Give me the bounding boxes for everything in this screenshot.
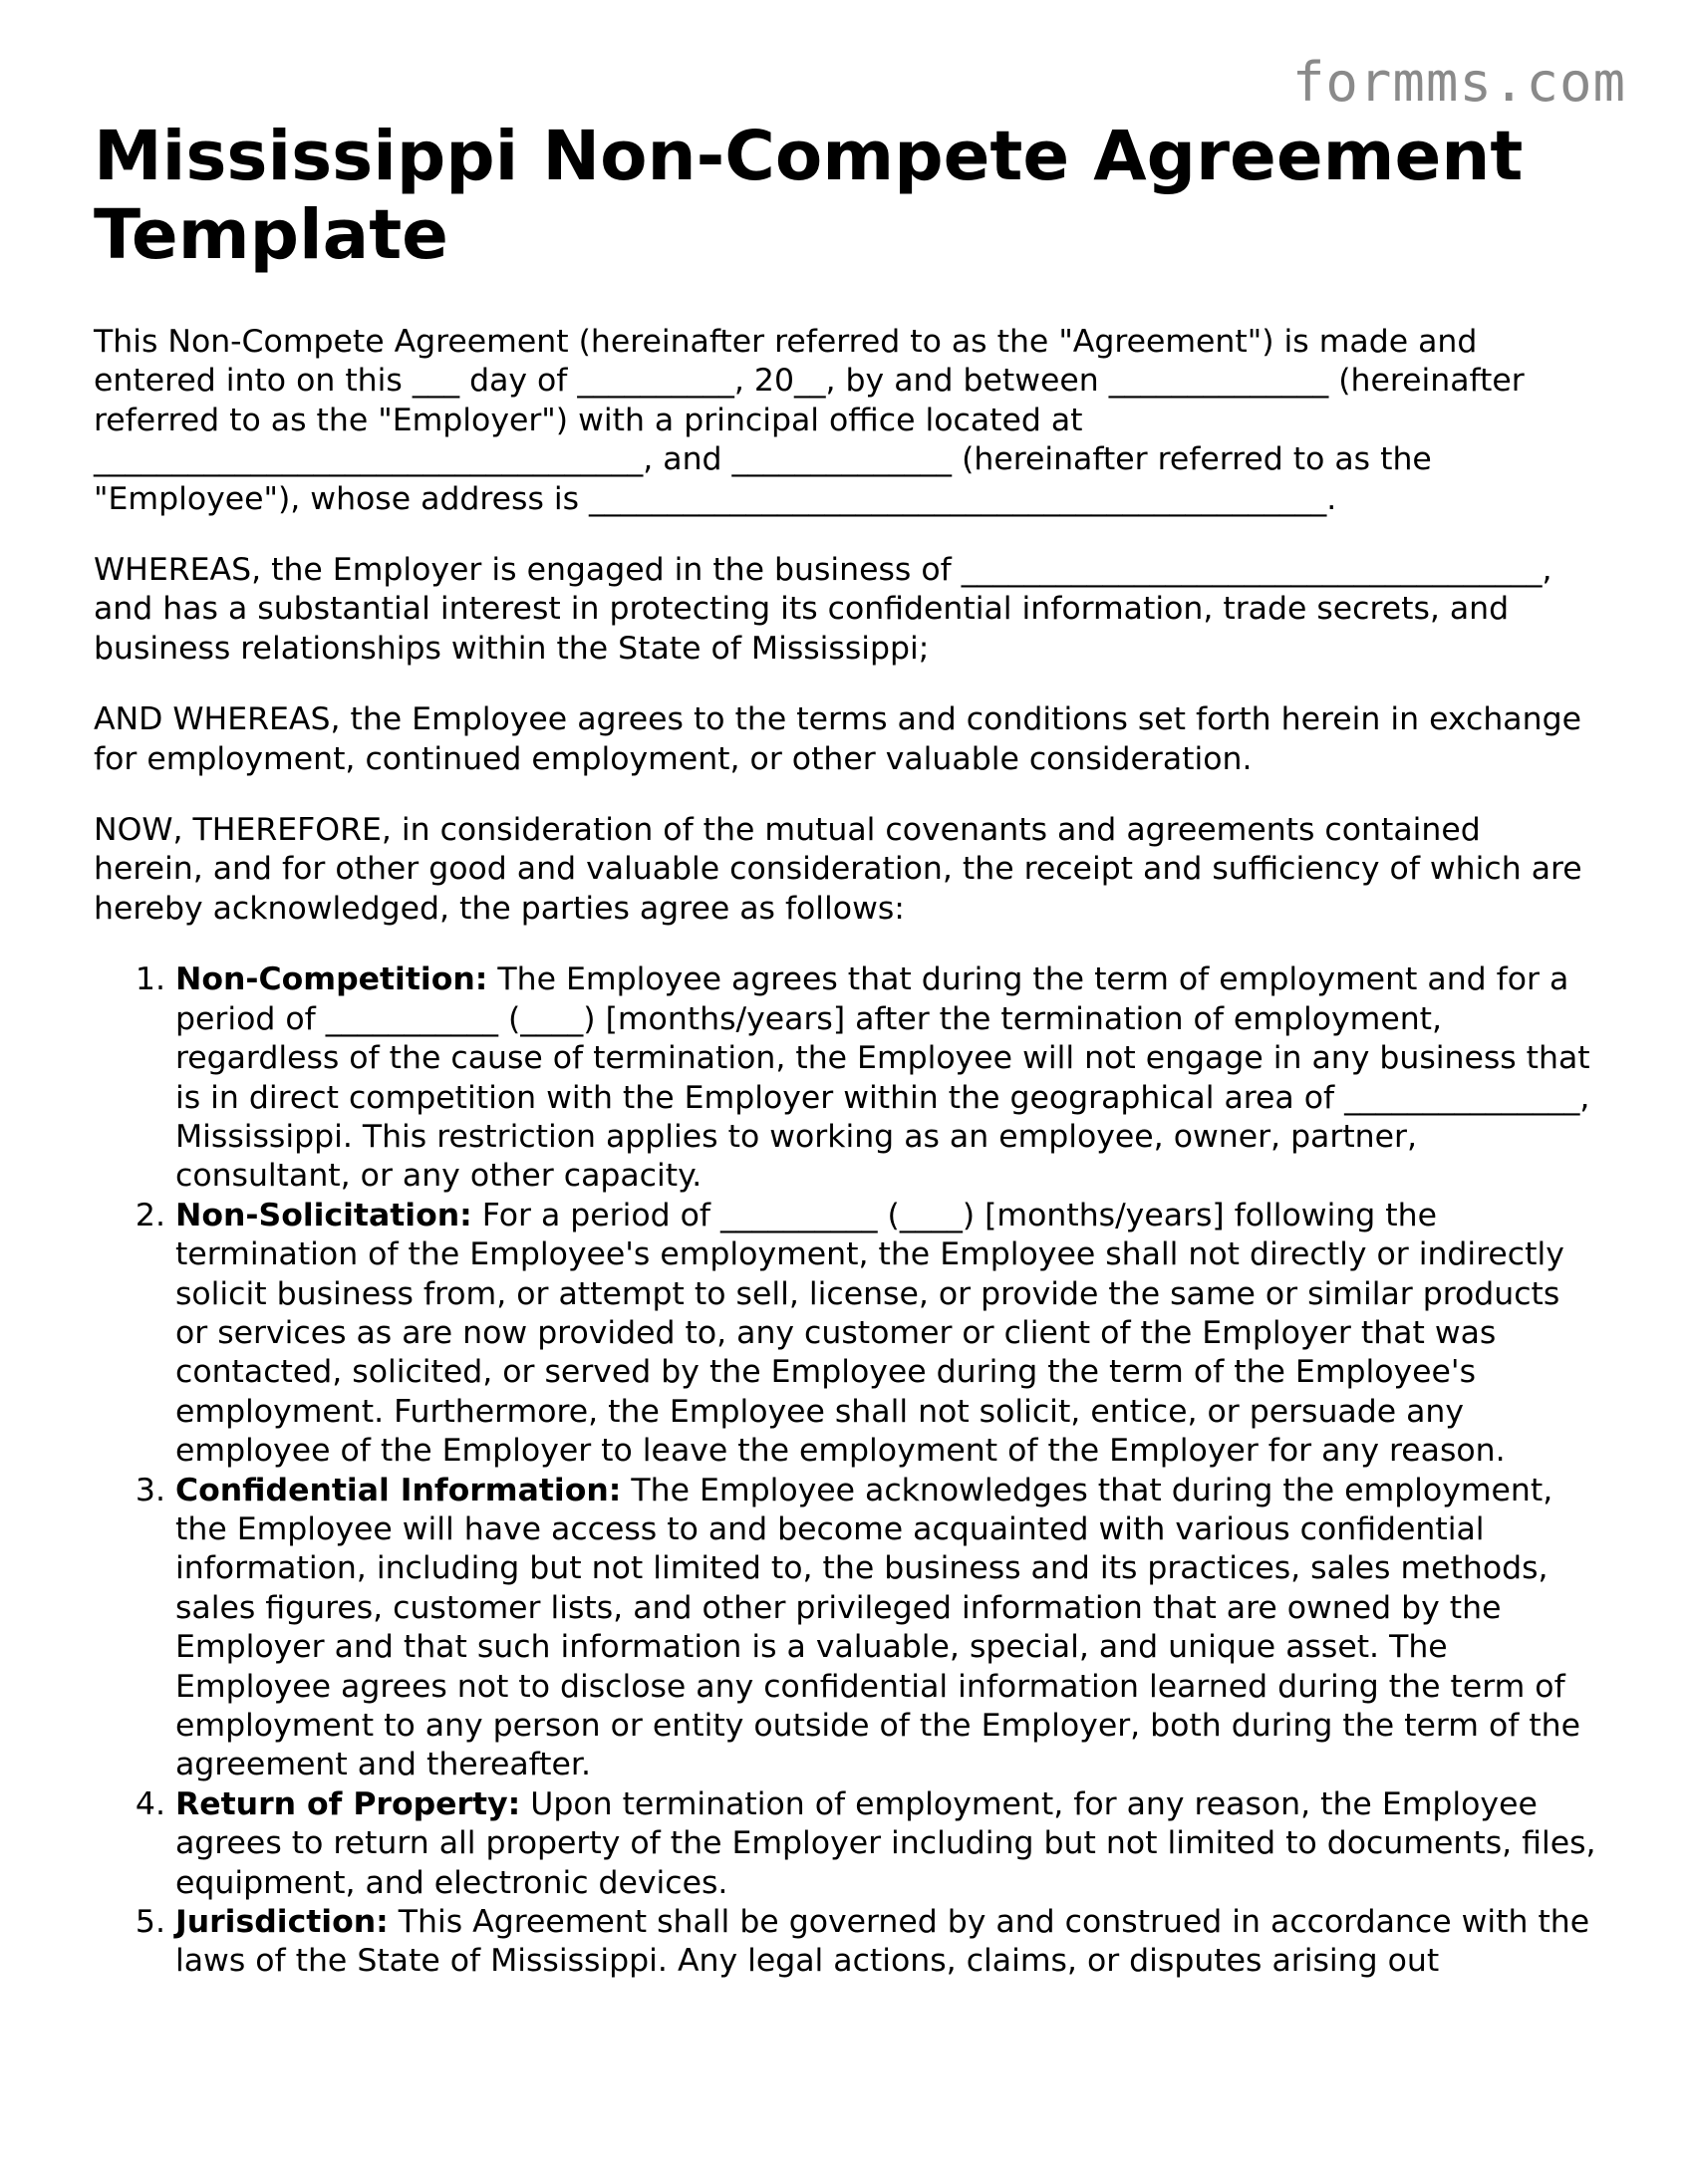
and-whereas-paragraph: AND WHEREAS, the Employee agrees to the terms and conditions set forth herein in exchange for employment, continued employment, or other valuable consideration. bbox=[94, 701, 1581, 777]
clause-list bbox=[94, 960, 1598, 1982]
clause-item-non-solicitation bbox=[175, 1197, 1598, 1472]
clause-title: Non-Solicitation: bbox=[175, 1197, 472, 1233]
clause-text: Upon termination of employment, for any reason, the Employee agrees to return all property of the Employer including but not limited to documents, files, equipment, and electronic devices. bbox=[175, 1785, 1596, 1901]
clause-item-return-of-property bbox=[175, 1785, 1598, 1903]
clause-text: This Agreement shall be governed by and construed in accordance with the laws of the State of Mississippi. Any legal actions, claims, or disputes arising out bbox=[175, 1904, 1590, 1980]
clause-item-non-competition bbox=[175, 960, 1598, 1196]
whereas-paragraph: WHEREAS, the Employer is engaged in the business of _____________________________________, and has a substantial interest in protecting its confidential information, trade secrets, and business relationships within the State of Mississippi; bbox=[94, 552, 1552, 667]
document-title: Mississippi Non-Compete Agreement Template bbox=[94, 117, 1524, 275]
clause-text: The Employee acknowledges that during the employment, the Employee will have access to and become acquainted with various confidential information, including but not limited to, the business and its practices, sales methods, sales figures, customer lists, and other privileged information that are owned by the Employer and that such information is a valuable, special, and unique asset. The Employee agrees not to disclose any confidential information learned during the term of employment to any person or entity outside of the Employer, both during the term of the agreement and thereafter. bbox=[175, 1472, 1581, 1783]
now-therefore-paragraph: NOW, THEREFORE, in consideration of the mutual covenants and agreements contained herein, and for other good and valuable consideration, the receipt and sufficiency of which are hereby acknowledged, the parties agree as follows: bbox=[94, 812, 1582, 927]
document-page bbox=[94, 118, 1598, 1982]
clause-title: Jurisdiction: bbox=[175, 1904, 389, 1941]
clause-text: The Employee agrees that during the term of employment and for a period of ___________ (____) [months/years] after the termination of employment, regardless of the cause of termination, the Employee will not engage in any business that is in direct competition with the Employer within the geographical area of _______________, Mississippi. This restriction applies to working as an employee, owner, partner, consultant, or any other capacity. bbox=[175, 961, 1590, 1195]
clause-item-confidential-information bbox=[175, 1472, 1598, 1785]
clause-title: Return of Property: bbox=[175, 1785, 521, 1822]
clause-item-jurisdiction bbox=[175, 1903, 1598, 1982]
clause-title: Confidential Information: bbox=[175, 1472, 622, 1508]
intro-paragraph: This Non-Compete Agreement (hereinafter referred to as the "Agreement") is made and entered into on this ___ day of __________, 20__, by and between ______________ (hereinafter referred to as the "Employer") with a principal office located at ___________________________________, and ______________ (hereinafter referred to as the "Employee"), whose address is _______________________________________________. bbox=[94, 324, 1525, 517]
clause-text: For a period of __________ (____) [months/years] following the termination of the Employee's employment, the Employee shall not directly or indirectly solicit business from, or attempt to sell, license, or provide the same or similar products or services as are now provided to, any customer or client of the Employer that was contacted, solicited, or served by the Employee during the term of the Employee's employment. Furthermore, the Employee shall not solicit, entice, or persuade any employee of the Employer to leave the employment of the Employer for any reason. bbox=[175, 1197, 1564, 1470]
watermark-text: formms.com bbox=[1291, 51, 1626, 114]
clause-title: Non-Competition: bbox=[175, 961, 488, 998]
